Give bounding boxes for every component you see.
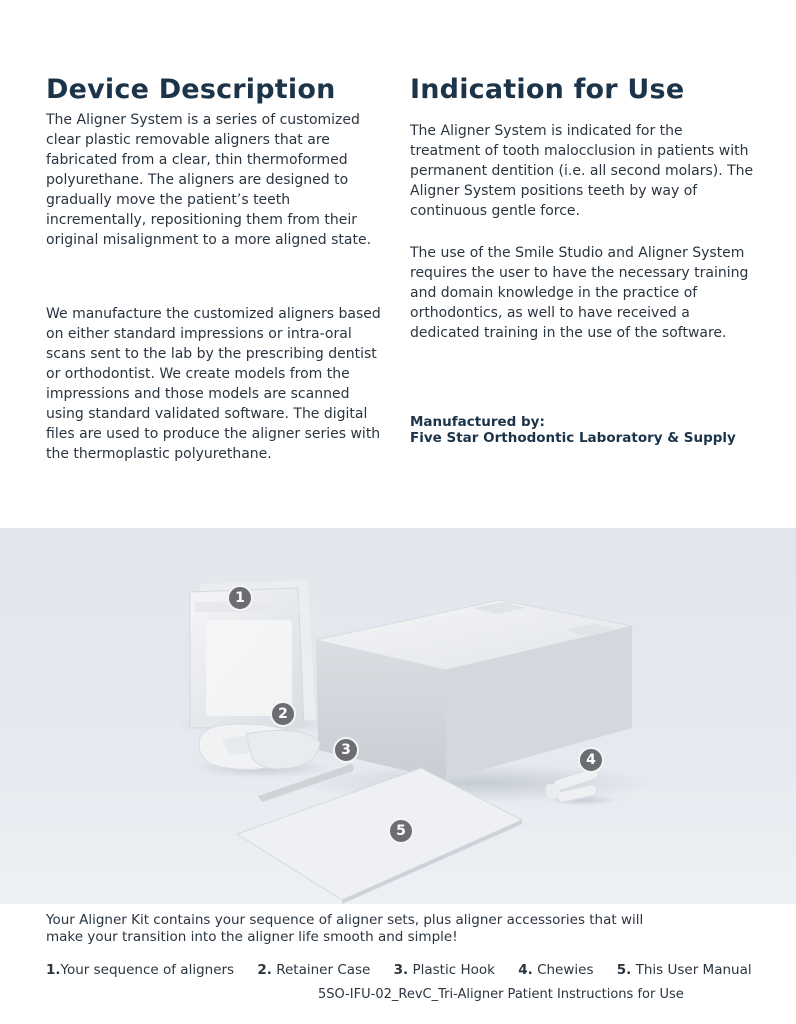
kit-item-aligners: 1.Your sequence of aligners: [46, 962, 235, 978]
device-description-title: Device Description: [46, 74, 336, 105]
kit-badge-3: 3: [333, 737, 359, 763]
manufactured-by-label: Manufactured by:: [410, 414, 545, 430]
kit-item-chewies: 4. Chewies: [518, 962, 594, 978]
kit-badge-2: 2: [270, 701, 296, 727]
document-footer: 5SO-IFU-02_RevC_Tri-Aligner Patient Instructions for Use: [318, 987, 684, 1002]
aligner-kit-photo: [0, 528, 796, 904]
indication-paragraph-1: The Aligner System is indicated for the treatment of tooth malocclusion in patients with permanent dentition (i.e. all second molars). The Aligner System positions teeth by way of continuous gentle force.: [410, 123, 754, 219]
retainer-case: [192, 724, 332, 778]
aligner-pouches: [175, 572, 335, 735]
gift-box: [305, 600, 655, 803]
kit-badge-5: 5: [388, 818, 414, 844]
device-description-paragraph-1: The Aligner System is a series of customized clear plastic removable aligners that are fabricated from a clear, thin thermoformed polyurethane. The aligners are designed to gradually move the patient’s teeth incrementally, repositioning them from their original misalignment to a more aligned state.: [46, 112, 372, 248]
kit-badge-1: 1: [227, 585, 253, 611]
kit-item-retainer-case: 2. Retainer Case: [257, 962, 371, 978]
manufacturer-name: Five Star Orthodontic Laboratory & Supply: [410, 430, 736, 446]
aligner-kit-illustration: [0, 528, 796, 904]
kit-item-user-manual: 5. This User Manual: [616, 962, 752, 978]
indication-for-use-title: Indication for Use: [410, 74, 685, 105]
kit-badge-4: 4: [578, 747, 604, 773]
kit-caption: Your Aligner Kit contains your sequence of aligner sets, plus aligner accessories that will make your transition into the aligner life smooth and simple!: [46, 912, 644, 945]
indication-paragraph-2: The use of the Smile Studio and Aligner System requires the user to have the necessary training and domain knowledge in the practice of orthodontics, as well to have received a dedicated training in the use of the software.: [410, 245, 749, 341]
kit-item-plastic-hook: 3. Plastic Hook: [393, 962, 495, 978]
kit-contents-list: [46, 962, 752, 978]
device-description-paragraph-2: We manufacture the customized aligners based on either standard impressions or intra-oral scans sent to the lab by the prescribing dentist or orthodontist. We create models from the impressions and those models are scanned using standard validated software. The digital files are used to produce the aligner series with the thermoplastic polyurethane.: [46, 306, 381, 462]
